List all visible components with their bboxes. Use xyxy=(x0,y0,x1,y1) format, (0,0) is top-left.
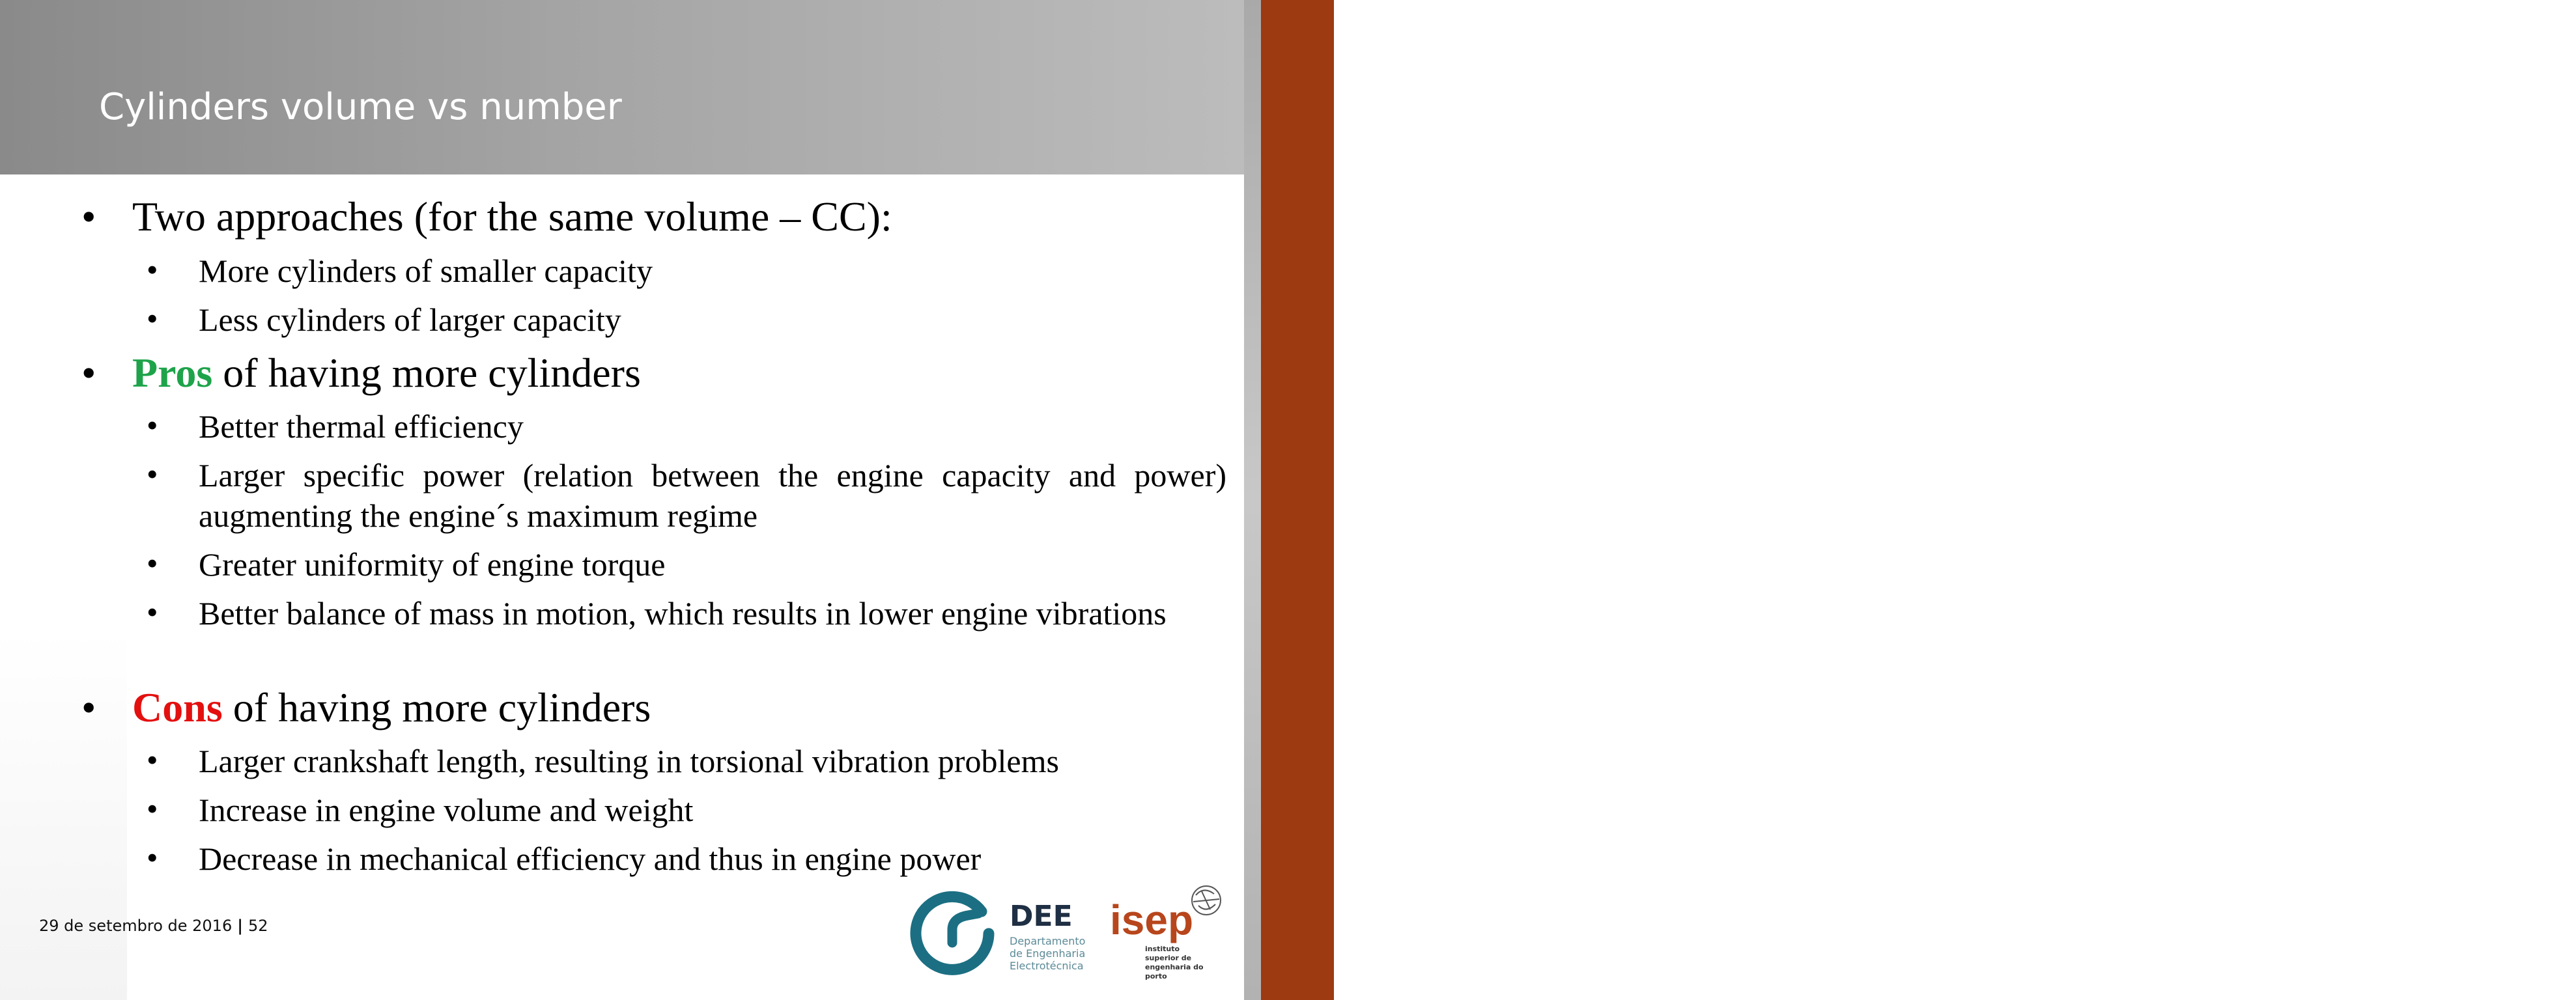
dee-logo-name: DEE xyxy=(1010,900,1073,933)
sub-bullet-text: Less cylinders of larger capacity xyxy=(199,301,621,338)
bullet-dot: • xyxy=(147,407,158,443)
sub-bullet-text: More cylinders of smaller capacity xyxy=(199,253,653,289)
dee-logo xyxy=(905,892,1101,983)
bullet-dot: • xyxy=(147,545,158,581)
bullet-dot: • xyxy=(147,790,158,827)
left-fade xyxy=(0,174,127,1000)
slide-title: Cylinders volume vs number xyxy=(99,86,622,128)
sub-bullet-text: Larger specific power (relation between the engine capacity and power) augmenting the engine´s maximum regime xyxy=(199,457,1226,534)
isep-logo-line4: porto xyxy=(1145,972,1167,980)
sub-bullet-text: Increase in engine volume and weight xyxy=(199,792,694,828)
side-bar-text: Sistemas Automóveis xyxy=(2541,62,2576,385)
bullet-dot: • xyxy=(147,594,158,630)
sub-bullet-text: Better balance of mass in motion, which results in lower engine vibrations xyxy=(199,595,1167,632)
sub-bullet-text: Better thermal efficiency xyxy=(199,408,524,445)
footer-date: 29 de setembro de 2016 xyxy=(39,917,233,935)
dee-logo-line3: Electrotécnica xyxy=(1010,960,1084,972)
slide-footer xyxy=(39,917,268,935)
gray-strip xyxy=(1244,0,1261,1000)
sub-bullet-text: Larger crankshaft length, resulting in torsional vibration problems xyxy=(199,743,1059,779)
bullet-dot: • xyxy=(147,300,158,337)
bullet-dot: • xyxy=(147,251,158,288)
isep-logo-line1: instituto xyxy=(1145,945,1180,953)
bullet-dot: • xyxy=(81,350,96,396)
dee-logo-line2: de Engenharia xyxy=(1010,947,1086,960)
dee-logo-line1: Departamento xyxy=(1010,935,1086,947)
cons-text: of having more cylinders xyxy=(222,684,651,730)
pros-text: of having more cylinders xyxy=(212,350,641,396)
side-bar xyxy=(1261,0,2576,1000)
footer-separator: | xyxy=(237,917,243,935)
sub-bullet-text: Greater uniformity of engine torque xyxy=(199,546,666,583)
isep-logo xyxy=(1107,876,1231,986)
page-number: 52 xyxy=(248,917,268,935)
pros-label: Pros xyxy=(132,350,213,396)
isep-logo-line3: engenharia do xyxy=(1145,963,1204,971)
isep-logo-name: isep xyxy=(1110,896,1194,943)
bullet-text xyxy=(132,349,641,397)
bullet-dot: • xyxy=(147,839,158,876)
isep-logo-line2: superior de xyxy=(1145,954,1192,962)
bullet-text: Two approaches (for the same volume – CC): xyxy=(132,193,892,240)
isep-emblem-icon xyxy=(1192,886,1221,915)
bullet-dot: • xyxy=(81,684,96,730)
cons-label: Cons xyxy=(132,684,223,730)
bullet-dot: • xyxy=(81,193,96,240)
bullet-dot: • xyxy=(147,742,158,778)
title-bar xyxy=(0,0,1244,174)
sub-bullet-text: Decrease in mechanical efficiency and thus in engine power xyxy=(199,840,982,877)
bullet-dot: • xyxy=(147,456,158,492)
bullet-text xyxy=(132,684,651,732)
